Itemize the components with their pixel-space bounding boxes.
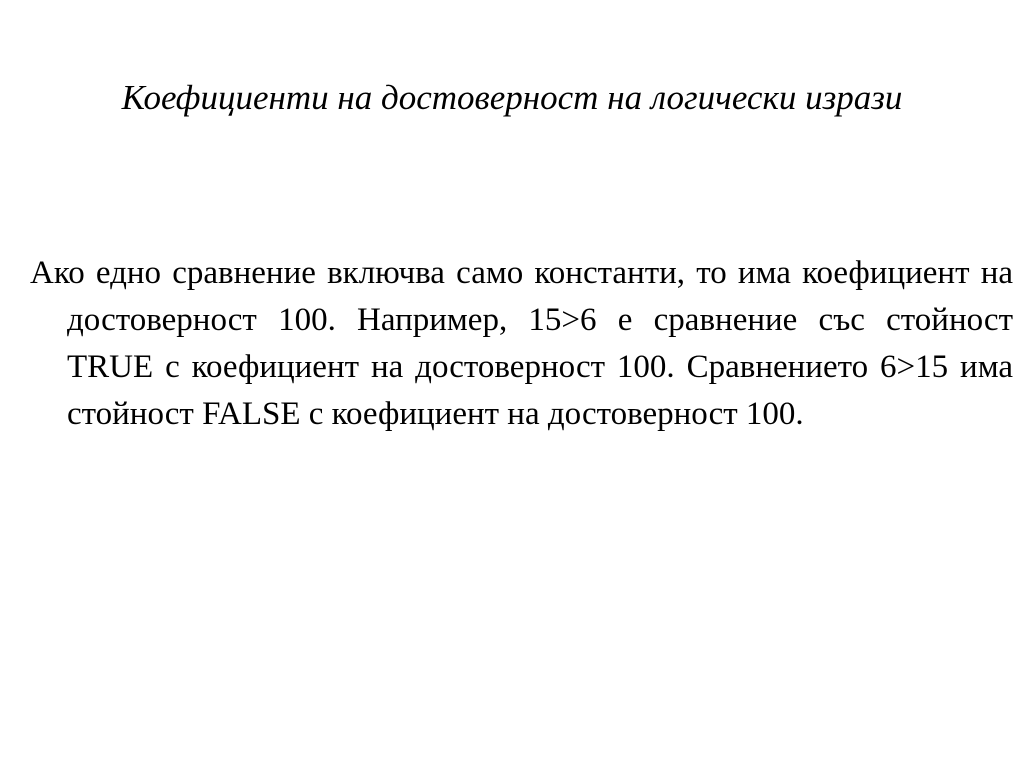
slide-title: Коефициенти на достоверност на логически изрази xyxy=(121,78,903,117)
body-paragraph: Ако едно сравнение включва само константи, то има коефициент на достоверност 100. Например, 15>6 е сравнение със стойност TRUE с коефициент на достоверност 100. Сравнението 6>15 има стойност FALSE с коефициент на достоверност 100. xyxy=(30,255,1013,432)
